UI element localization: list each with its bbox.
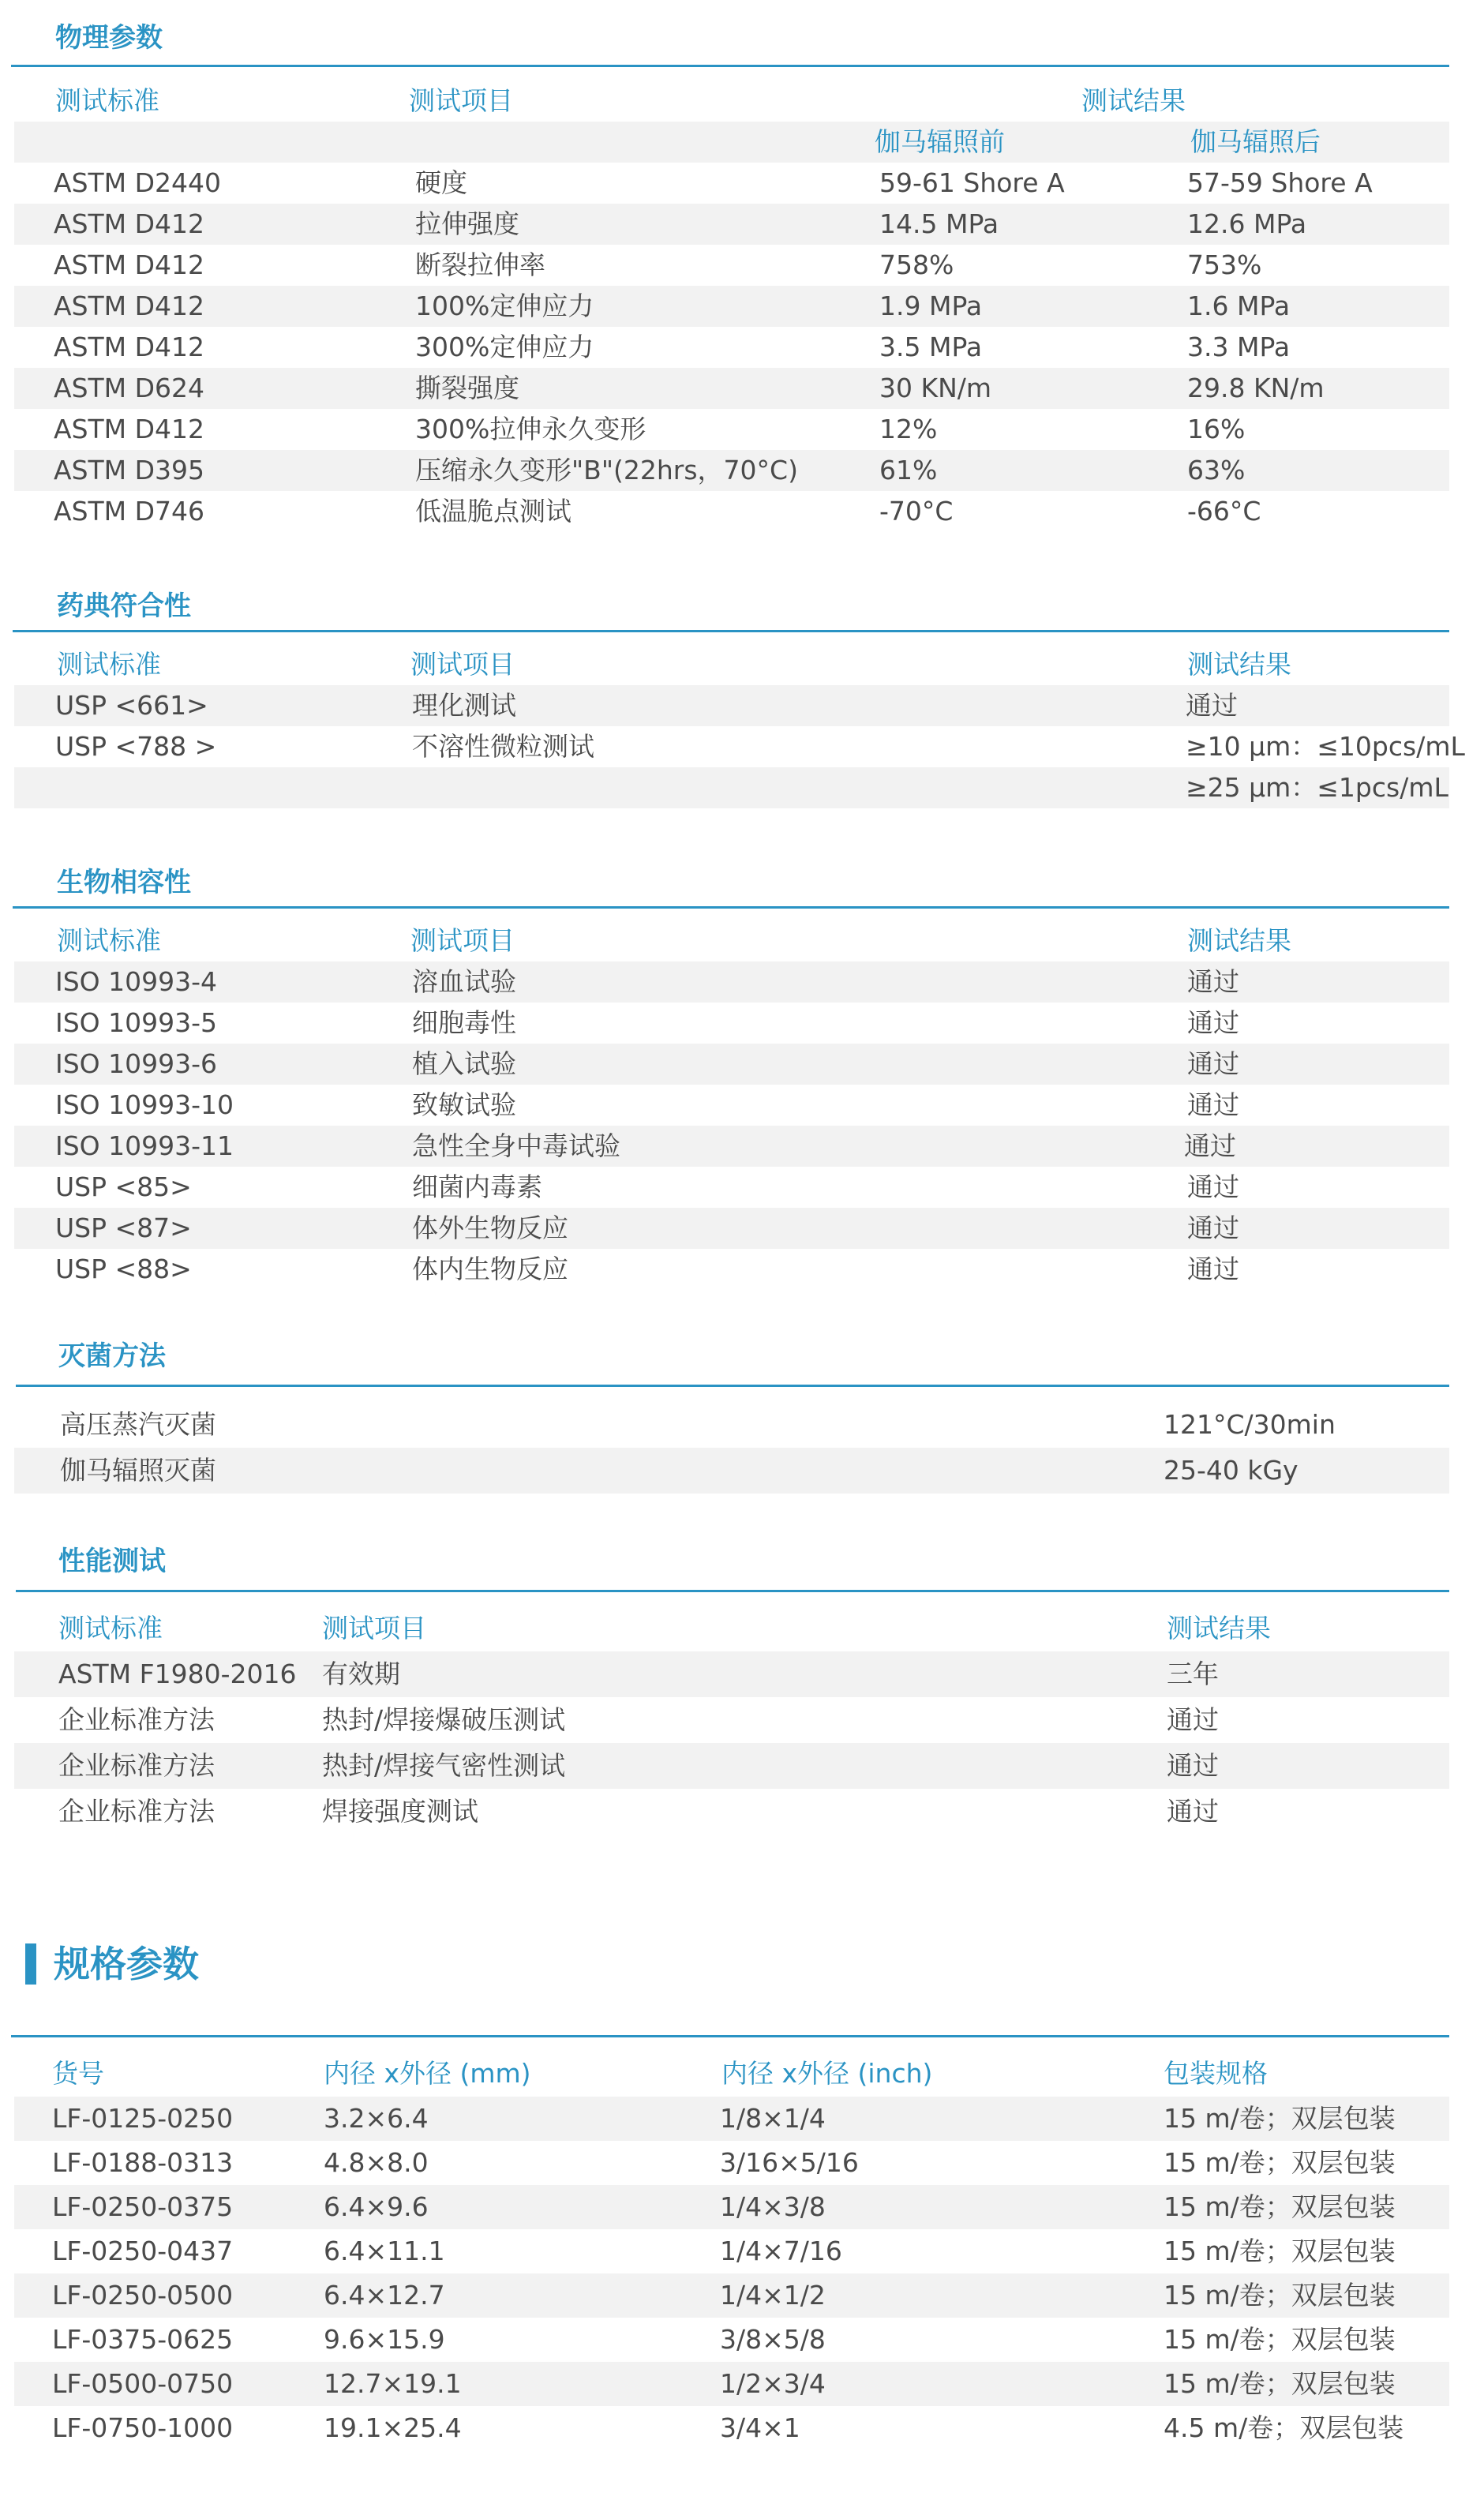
result-cell: 通过 [1187,1171,1239,1202]
item-cell: 100%定伸应力 [415,290,594,321]
table-row [14,1167,1449,1208]
item-cell: 硬度 [415,167,467,198]
pharmacopeia-header-result: 测试结果 [1187,649,1291,680]
table-row [14,1126,1449,1167]
after-cell: -66°C [1187,496,1261,527]
table-row [14,2273,1449,2318]
standard-cell: ASTM D624 [54,373,205,403]
table-row [14,767,1449,808]
standard-cell: 企业标准方法 [58,1704,215,1735]
performance-header-standard: 测试标准 [58,1613,163,1644]
specs-heading-bar [25,1943,36,1985]
physical-header-result: 测试结果 [1081,85,1186,116]
part-cell: LF-0250-0375 [52,2191,234,2222]
standard-cell: 企业标准方法 [58,1796,215,1827]
item-cell: 热封/焊接气密性测试 [322,1750,566,1781]
sterilization-section-title: 灭菌方法 [58,1340,166,1372]
after-cell: 57-59 Shore A [1187,167,1373,198]
before-cell: 3.5 MPa [879,332,983,362]
standard-cell: ASTM D412 [54,414,205,444]
inch-cell: 3/16×5/16 [720,2147,859,2178]
performance-section-rule [16,1590,1449,1592]
pharmacopeia-header-row [14,644,1449,685]
table-row [14,2141,1449,2185]
part-cell: LF-0250-0437 [52,2236,234,2266]
standard-cell: ASTM D412 [54,208,205,239]
value-cell: 121°C/30min [1164,1409,1336,1440]
standard-cell: ISO 10993-5 [55,1007,218,1038]
item-cell: 不溶性微粒测试 [412,731,594,762]
performance-header-item: 测试项目 [322,1613,426,1644]
standard-cell: ISO 10993-4 [55,966,218,997]
item-cell: 植入试验 [412,1048,516,1079]
standard-cell: ASTM D412 [54,249,205,280]
specs-section-title: 规格参数 [54,1943,199,1985]
table-row [14,1044,1449,1085]
mm-cell: 6.4×12.7 [324,2280,445,2311]
item-cell: 撕裂强度 [415,373,519,403]
result-cell: ≥10 μm：≤10pcs/mL [1186,731,1465,762]
inch-cell: 1/2×3/4 [720,2368,826,2399]
specs-header-row [14,2051,1449,2097]
biocompat-header-item: 测试项目 [410,925,515,956]
standard-cell: ASTM F1980-2016 [58,1659,297,1689]
standard-cell: USP <788 > [55,731,217,762]
table-row [14,327,1449,368]
table-row [14,2406,1449,2450]
physical-section-rule [11,65,1449,67]
after-cell: 12.6 MPa [1187,208,1307,239]
standard-cell: ASTM D395 [54,455,205,485]
part-cell: LF-0125-0250 [52,2103,234,2134]
item-cell: 急性全身中毒试验 [412,1130,620,1161]
part-cell: LF-0188-0313 [52,2147,234,2178]
table-row [14,1651,1449,1697]
standard-cell: USP <87> [55,1213,192,1243]
biocompat-header-standard: 测试标准 [57,925,161,956]
standard-cell: USP <661> [55,690,208,721]
result-cell: 通过 [1187,1048,1239,1079]
table-row [14,1402,1449,1448]
standard-cell: ASTM D412 [54,332,205,362]
before-cell: 30 KN/m [879,373,992,403]
biocompat-header-result: 测试结果 [1187,925,1291,956]
item-cell: 拉伸强度 [415,208,519,239]
pack-cell: 15 m/卷；双层包装 [1164,2368,1396,2399]
before-cell: 758% [879,249,954,280]
pack-cell: 15 m/卷；双层包装 [1164,2147,1396,2178]
performance-section-title: 性能测试 [58,1546,166,1577]
result-cell: 通过 [1167,1796,1219,1827]
table-row [14,1208,1449,1249]
after-cell: 16% [1187,414,1246,444]
pharmacopeia-header-item: 测试项目 [410,649,515,680]
biocompat-section-title: 生物相容性 [57,867,191,898]
physical-header-item: 测试项目 [409,85,513,116]
result-cell: 通过 [1167,1704,1219,1735]
part-cell: LF-0250-0500 [52,2280,234,2311]
biocompat-header-row [14,920,1449,961]
table-row [14,163,1449,204]
table-row [14,491,1449,532]
inch-cell: 3/8×5/8 [720,2324,826,2355]
biocompat-section-rule [13,906,1449,909]
performance-header-row [14,1606,1449,1651]
inch-cell: 1/4×3/8 [720,2191,826,2222]
item-cell: 压缩永久变形"B"(22hrs，70°C) [415,455,798,485]
table-row [14,961,1449,1003]
table-row [14,409,1449,450]
pharmacopeia-header-standard: 测试标准 [57,649,161,680]
result-cell: 通过 [1187,966,1239,997]
value-cell: 25-40 kGy [1164,1455,1298,1486]
table-row [14,1003,1449,1044]
pack-cell: 15 m/卷；双层包装 [1164,2236,1396,2266]
table-row [14,685,1449,726]
physical-section-title: 物理参数 [55,22,163,54]
item-cell: 断裂拉伸率 [415,249,545,280]
table-row [14,2229,1449,2273]
table-row [14,204,1449,245]
pack-cell: 15 m/卷；双层包装 [1164,2324,1396,2355]
after-cell: 29.8 KN/m [1187,373,1325,403]
inch-cell: 1/4×1/2 [720,2280,826,2311]
item-cell: 理化测试 [412,690,516,721]
item-cell: 体内生物反应 [412,1254,568,1284]
mm-cell: 12.7×19.1 [324,2368,462,2399]
standard-cell: ASTM D746 [54,496,205,527]
standard-cell: ISO 10993-11 [55,1130,234,1161]
after-cell: 63% [1187,455,1246,485]
item-cell: 300%定伸应力 [415,332,594,362]
table-row [14,2362,1449,2406]
part-cell: LF-0375-0625 [52,2324,234,2355]
standard-cell: USP <88> [55,1254,192,1284]
result-cell: 通过 [1187,1254,1239,1284]
inch-cell: 1/4×7/16 [720,2236,842,2266]
standard-cell: ASTM D2440 [54,167,222,198]
physical-header-before: 伽马辐照前 [875,126,1005,157]
result-cell: 通过 [1184,1130,1236,1161]
item-cell: 溶血试验 [412,966,516,997]
method-cell: 伽马辐照灭菌 [60,1455,216,1486]
table-row [14,2097,1449,2141]
pack-cell: 15 m/卷；双层包装 [1164,2191,1396,2222]
specs-header-part: 货号 [52,2058,104,2089]
after-cell: 753% [1187,249,1262,280]
table-row [14,1697,1449,1743]
part-cell: LF-0500-0750 [52,2368,234,2399]
item-cell: 细菌内毒素 [412,1171,542,1202]
table-row [14,1789,1449,1835]
result-cell: 三年 [1167,1659,1219,1689]
standard-cell: ASTM D412 [54,290,205,321]
part-cell: LF-0750-1000 [52,2412,234,2443]
inch-cell: 3/4×1 [720,2412,800,2443]
table-row [14,2318,1449,2362]
result-cell: 通过 [1187,1007,1239,1038]
specs-header-inch: 内径 x外径 (inch) [721,2058,933,2089]
table-row [14,1085,1449,1126]
result-cell: 通过 [1186,690,1238,721]
physical-subheader-row [14,122,1449,163]
result-cell: ≥25 μm：≤1pcs/mL [1186,772,1448,803]
result-cell: 通过 [1167,1750,1219,1781]
result-cell: 通过 [1187,1089,1239,1120]
pack-cell: 4.5 m/卷；双层包装 [1164,2412,1404,2443]
table-row [14,2185,1449,2229]
mm-cell: 19.1×25.4 [324,2412,462,2443]
standard-cell: ISO 10993-6 [55,1048,218,1079]
pack-cell: 15 m/卷；双层包装 [1164,2280,1396,2311]
table-row [14,1448,1449,1494]
before-cell: 61% [879,455,938,485]
table-row [14,368,1449,409]
performance-header-result: 测试结果 [1167,1613,1271,1644]
item-cell: 致敏试验 [412,1089,516,1120]
physical-header-after: 伽马辐照后 [1190,126,1321,157]
after-cell: 3.3 MPa [1187,332,1291,362]
specs-header-pack: 包装规格 [1164,2058,1268,2089]
table-row [14,245,1449,286]
item-cell: 低温脆点测试 [415,496,571,527]
item-cell: 焊接强度测试 [322,1796,478,1827]
mm-cell: 6.4×11.1 [324,2236,445,2266]
pack-cell: 15 m/卷；双层包装 [1164,2103,1396,2134]
pharmacopeia-section-title: 药典符合性 [57,590,191,622]
item-cell: 细胞毒性 [412,1007,516,1038]
table-row [14,286,1449,327]
item-cell: 热封/焊接爆破压测试 [322,1704,566,1735]
before-cell: 1.9 MPa [879,290,983,321]
mm-cell: 9.6×15.9 [324,2324,445,2355]
item-cell: 300%拉伸永久变形 [415,414,646,444]
standard-cell: USP <85> [55,1171,192,1202]
sterilization-section-rule [16,1385,1449,1387]
standard-cell: 企业标准方法 [58,1750,215,1781]
after-cell: 1.6 MPa [1187,290,1291,321]
item-cell: 体外生物反应 [412,1213,568,1243]
table-row [14,726,1465,767]
specs-header-mm: 内径 x外径 (mm) [324,2058,531,2089]
specs-section-rule [11,2035,1449,2037]
method-cell: 高压蒸汽灭菌 [60,1409,216,1440]
item-cell: 有效期 [322,1659,400,1689]
physical-header-standard: 测试标准 [55,85,159,116]
table-row [14,1249,1449,1290]
standard-cell: ISO 10993-10 [55,1089,234,1120]
before-cell: -70°C [879,496,954,527]
physical-header-row [14,81,1449,122]
pharmacopeia-section-rule [13,630,1449,632]
table-row [14,450,1449,491]
table-row [14,1743,1449,1789]
mm-cell: 3.2×6.4 [324,2103,429,2134]
before-cell: 59-61 Shore A [879,167,1065,198]
before-cell: 12% [879,414,938,444]
inch-cell: 1/8×1/4 [720,2103,826,2134]
result-cell: 通过 [1187,1213,1239,1243]
mm-cell: 4.8×8.0 [324,2147,429,2178]
mm-cell: 6.4×9.6 [324,2191,429,2222]
before-cell: 14.5 MPa [879,208,999,239]
